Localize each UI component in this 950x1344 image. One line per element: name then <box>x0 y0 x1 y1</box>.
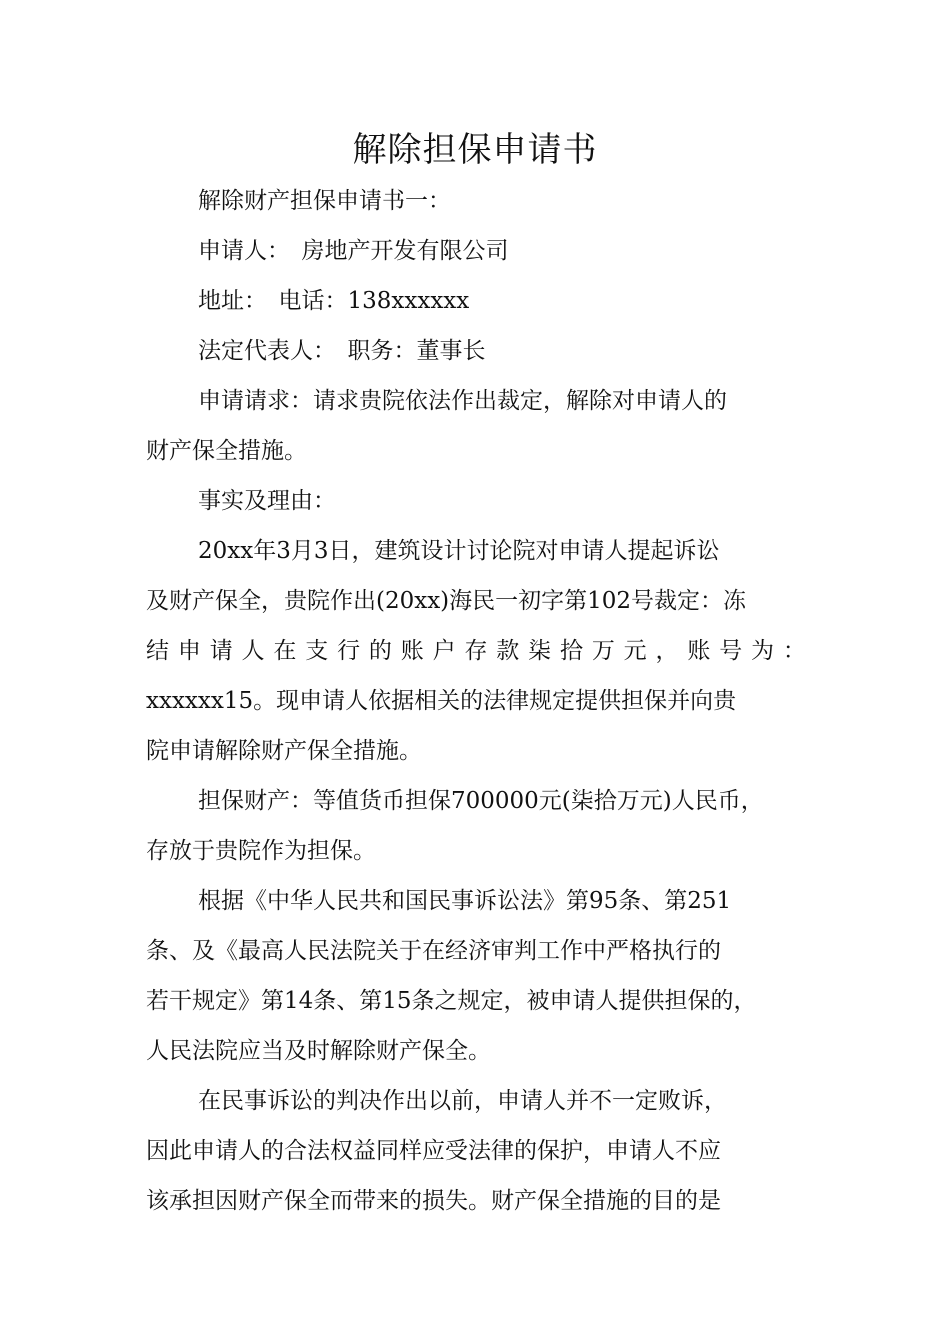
legal-basis-line: 条、及《最高人民法院关于在经济审判工作中严格执行的 <box>146 938 721 964</box>
legal-representative-line: 法定代表人： 职务：董事长 <box>198 338 486 364</box>
facts-paragraph-line: xxxxxx15。现申请人依据相关的法律规定提供担保并向贵 <box>146 688 737 714</box>
justified-character: 申 <box>177 638 201 664</box>
justified-character: 存 <box>464 638 488 664</box>
justified-character: 支 <box>305 638 329 664</box>
section-heading: 解除财产担保申请书一： <box>198 188 451 214</box>
facts-paragraph-line: 院申请解除财产保全措施。 <box>146 738 422 764</box>
justified-character: 号 <box>719 638 743 664</box>
facts-paragraph-line: 20xx年3月3日，建筑设计讨论院对申请人提起诉讼 <box>198 538 720 564</box>
facts-paragraph-line: 及财产保全，贵院作出(20xx)海民一初字第102号裁定：冻 <box>146 588 747 614</box>
justified-character: 户 <box>432 638 456 664</box>
justified-character: 人 <box>241 638 265 664</box>
justified-character: 为 <box>751 638 775 664</box>
guarantee-line-continued: 存放于贵院作为担保。 <box>146 838 376 864</box>
justified-character: 拾 <box>559 638 583 664</box>
justified-character: 在 <box>273 638 297 664</box>
justified-character: 万 <box>591 638 615 664</box>
justified-character: 结 <box>146 638 169 664</box>
justified-character: 请 <box>209 638 233 664</box>
facts-heading: 事实及理由： <box>198 488 336 514</box>
applicant-line: 申请人： 房地产开发有限公司 <box>198 238 509 264</box>
request-line-continued: 财产保全措施。 <box>146 438 307 464</box>
justified-character: 的 <box>368 638 392 664</box>
guarantee-line: 担保财产：等值货币担保700000元(柒拾万元)人民币， <box>198 788 764 814</box>
legal-basis-line: 根据《中华人民共和国民事诉讼法》第95条、第251 <box>198 888 732 914</box>
justified-character: 元 <box>623 638 647 664</box>
justified-character: 账 <box>687 638 711 664</box>
justified-character: 行 <box>337 638 361 664</box>
request-line: 申请请求：请求贵院依法作出裁定，解除对申请人的 <box>198 388 727 414</box>
facts-paragraph-justified-line <box>146 626 806 676</box>
justified-character: 柒 <box>528 638 552 664</box>
document-title: 解除担保申请书 <box>352 130 598 170</box>
document-body <box>146 176 806 1226</box>
justified-character: 账 <box>400 638 424 664</box>
argument-line: 该承担因财产保全而带来的损失。财产保全措施的目的是 <box>146 1188 721 1214</box>
justified-character: 款 <box>496 638 520 664</box>
legal-basis-line: 人民法院应当及时解除财产保全。 <box>146 1038 491 1064</box>
legal-basis-line: 若干规定》第14条、第15条之规定，被申请人提供担保的， <box>146 988 757 1014</box>
justified-character: ， <box>655 638 679 664</box>
address-phone-line: 地址： 电话：138xxxxxx <box>198 288 470 314</box>
justified-character: ： <box>782 638 806 664</box>
argument-line: 因此申请人的合法权益同样应受法律的保护，申请人不应 <box>146 1138 721 1164</box>
argument-line: 在民事诉讼的判决作出以前，申请人并不一定败诉， <box>198 1088 727 1114</box>
